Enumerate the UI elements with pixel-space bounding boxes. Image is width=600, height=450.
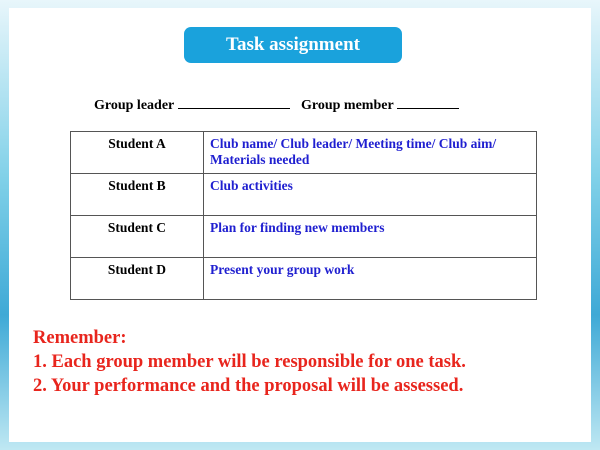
remember-item: 2. Your performance and the proposal will be assessed. [33,376,464,396]
task-cell: Plan for finding new members [204,216,537,258]
group-leader-blank [178,96,290,109]
slide [9,8,591,442]
page-title: Task assignment [226,34,360,55]
student-cell: Student A [71,132,204,174]
task-cell [204,132,537,174]
remember-notes [33,326,466,398]
table-row [71,132,537,174]
table-row [71,174,537,216]
student-cell: Student B [71,174,204,216]
group-leader-label: Group leader [94,98,174,113]
group-roles-line [94,96,459,114]
student-cell: Student C [71,216,204,258]
task-text: Materials needed [210,152,310,167]
task-text: Club name/ Club leader/ Meeting time/ Club aim/ [210,136,497,151]
table-row [71,216,537,258]
title-banner [184,27,402,63]
remember-item: 1. Each group member will be responsible for one task. [33,352,466,372]
task-table [70,131,537,300]
table-row [71,258,537,300]
task-cell: Club activities [204,174,537,216]
group-member-blank [397,96,459,109]
task-cell: Present your group work [204,258,537,300]
remember-heading: Remember: [33,328,127,348]
group-member-label: Group member [301,98,394,113]
student-cell: Student D [71,258,204,300]
